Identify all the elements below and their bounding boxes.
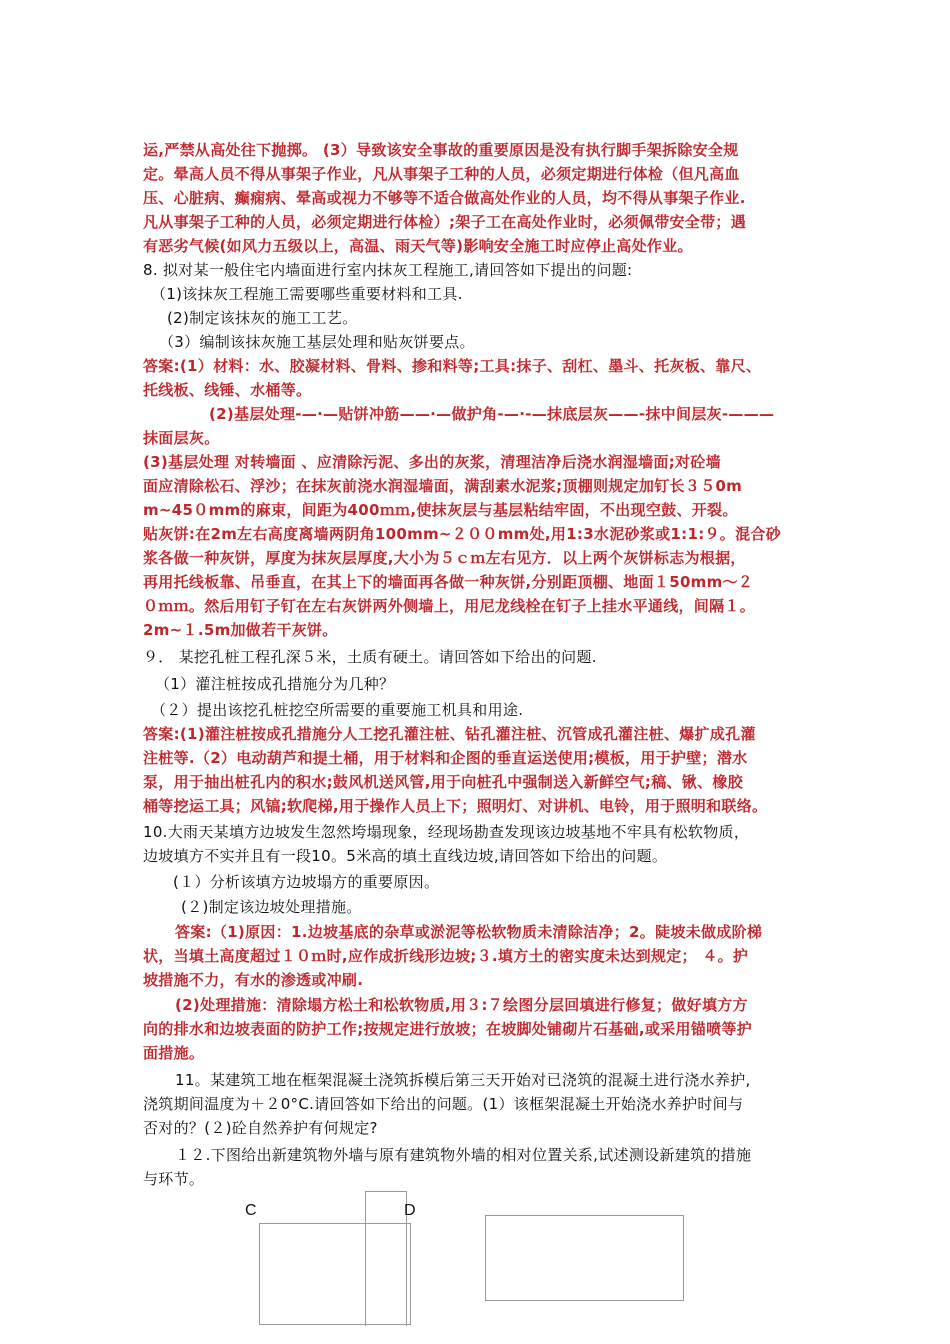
text-line: 泵，用于抽出桩孔内的积水;鼓风机送风管,用于向桩孔中强制送入新鲜空气;稿、锹、橡胶: [143, 773, 743, 791]
text-line: 定。晕高人员不得从事架子作业，凡从事架子工种的人员，必须定期进行体检（但凡高血: [143, 165, 740, 183]
text-line: 有恶劣气候(如风力五级以上，高温、雨天气等)影响安全施工时应停止高处作业。: [143, 237, 693, 255]
text-line: 与环节。: [143, 1170, 205, 1188]
text-line: 坡措施不力，有水的渗透或冲刷.: [143, 971, 364, 989]
text-line: 面应清除松石、浮沙；在抹灰前浇水润湿墙面，满刮素水泥浆;顶棚则规定加钉长３５0m: [143, 477, 743, 495]
text-line: 11。某建筑工地在框架混凝土浇筑拆模后第三天开始对已浇筑的混凝土进行浇水养护,: [175, 1071, 751, 1089]
text-line: 凡从事架子工种的人员，必须定期进行体检）;架子工在高处作业时，必须佩带安全带；遇: [143, 213, 747, 231]
text-line: m~45０mm的麻束，间距为400ｍｍ,使抹灰层与基层粘结牢固，不出现空鼓、开裂。: [143, 501, 738, 519]
text-line: （２）提出该挖孔桩挖空所需要的重要施工机具和用途.: [151, 701, 524, 719]
text-line: 2m~１.5m加做若干灰饼。: [143, 621, 338, 639]
text-line: (１）分析该填方边坡塌方的重要原因。: [173, 873, 440, 891]
text-line: （1）灌注桩按成孔措施分为几种？: [155, 675, 395, 693]
text-line: （1)该抹灰工程施工需要哪些重要材料和工具.: [151, 285, 463, 303]
text-line: 注桩等.（2）电动葫芦和提土桶，用于材料和企图的垂直运送使用;模板，用于护壁；潜水: [143, 749, 748, 767]
text-line: 面措施。: [143, 1044, 205, 1062]
text-line: 8. 拟对某一般住宅内墙面进行室内抹灰工程施工,请回答如下提出的问题:: [143, 261, 633, 279]
corner-label-d: D: [404, 1202, 416, 1219]
text-line: 桶等挖运工具；风镐;软爬梯,用于操作人员上下；照明灯、对讲机、电铃，用于照明和联络。: [143, 797, 768, 815]
text-line: （3）编制该抹灰施工基层处理和贴灰饼要点。: [159, 333, 475, 351]
text-line: 托线板、线锤、水桶等。: [143, 381, 312, 399]
text-line: ０ｍｍ。然后用钉子钉在左右灰饼两外侧墙上，用尼龙线栓在钉子上挂水平通线，间隔１。: [143, 597, 756, 615]
corner-label-c: C: [245, 1202, 257, 1219]
text-line: (2)基层处理-—·—贴饼冲筋——·—做护角-—·-—抹底层灰——-抹中间层灰-———: [209, 405, 775, 423]
text-line: 状，当填土高度超过１０ｍ时,应作成折线形边坡;３.填方土的密实度未达到规定； ４。护: [143, 947, 749, 965]
text-line: 浆各做一种灰饼，厚度为抹灰层厚度,大小为５ｃｍ左右见方．以上两个灰饼标志为根据，: [143, 549, 746, 567]
text-line: ９． 某挖孔桩工程孔深５米，土质有硬土。请回答如下给出的问题.: [143, 648, 597, 666]
text-line: (2)制定该抹灰的施工工艺。: [167, 309, 358, 327]
text-line: (2)处理措施：清除塌方松土和松软物质,用３:７绘图分层回填进行修复；做好填方方: [175, 996, 748, 1014]
text-line: 否对的？(２)砼自然养护有何规定?: [143, 1119, 378, 1137]
existing-building-wall-extension: [365, 1191, 407, 1326]
text-line: 向的排水和边坡表面的防护工作;按规定进行放坡；在坡脚处铺砌片石基础,或采用锚喷等护: [143, 1020, 753, 1038]
text-line: (3)基层处理 对转墙面 、应清除污泥、多出的灰浆，清理洁净后浇水润湿墙面;对砼墙: [143, 453, 721, 471]
text-line: 浇筑期间温度为＋２0°C.请回答如下给出的问题。(1）该框架混凝土开始浇水养护时间与: [143, 1095, 744, 1113]
text-line: 压、心脏病、癫痫病、晕高或视力不够等不适合做高处作业的人员，均不得从事架子作业.: [143, 189, 746, 207]
text-line: 再用托线板靠、吊垂直，在其上下的墙面再各做一种灰饼,分别距顶棚、地面１50mm～２: [143, 573, 754, 591]
text-line: (２)制定该边坡处理措施。: [181, 898, 362, 916]
text-line: 答案:(1）材料：水、胶凝材料、骨料、掺和料等;工具:抹子、刮杠、墨斗、托灰板、靠尺、: [143, 357, 762, 375]
text-line: 贴灰饼:在2m左右高度离墙两阴角100mm~２００mm处,用1:3水泥砂浆或1:1:９。混合砂: [143, 525, 782, 543]
text-line: 答案:(1)灌注桩按成孔措施分人工挖孔灌注桩、钻孔灌注桩、沉管成孔灌注桩、爆扩成孔灌: [143, 725, 756, 743]
text-line: 边坡填方不实并且有一段10。5米高的填土直线边坡,请回答如下给出的问题。: [143, 847, 668, 865]
text-line: 答案:（1)原因：1.边坡基底的杂草或淤泥等松软物质未清除洁净；2。陡坡未做成阶梯: [175, 923, 763, 941]
text-line: 10.大雨天某填方边坡发生忽然垮塌现象，经现场勘查发现该边坡基地不牢具有松软物质，: [143, 823, 750, 841]
text-line: 抹面层灰。: [143, 429, 220, 447]
new-building-outline: [485, 1215, 684, 1301]
text-line: １２.下图给出新建筑物外墙与原有建筑物外墙的相对位置关系,试述测设新建筑的措施: [175, 1146, 752, 1164]
text-line: 运,严禁从高处往下抛掷。 (3）导致该安全事故的重要原因是没有执行脚手架拆除安全规: [143, 141, 739, 159]
